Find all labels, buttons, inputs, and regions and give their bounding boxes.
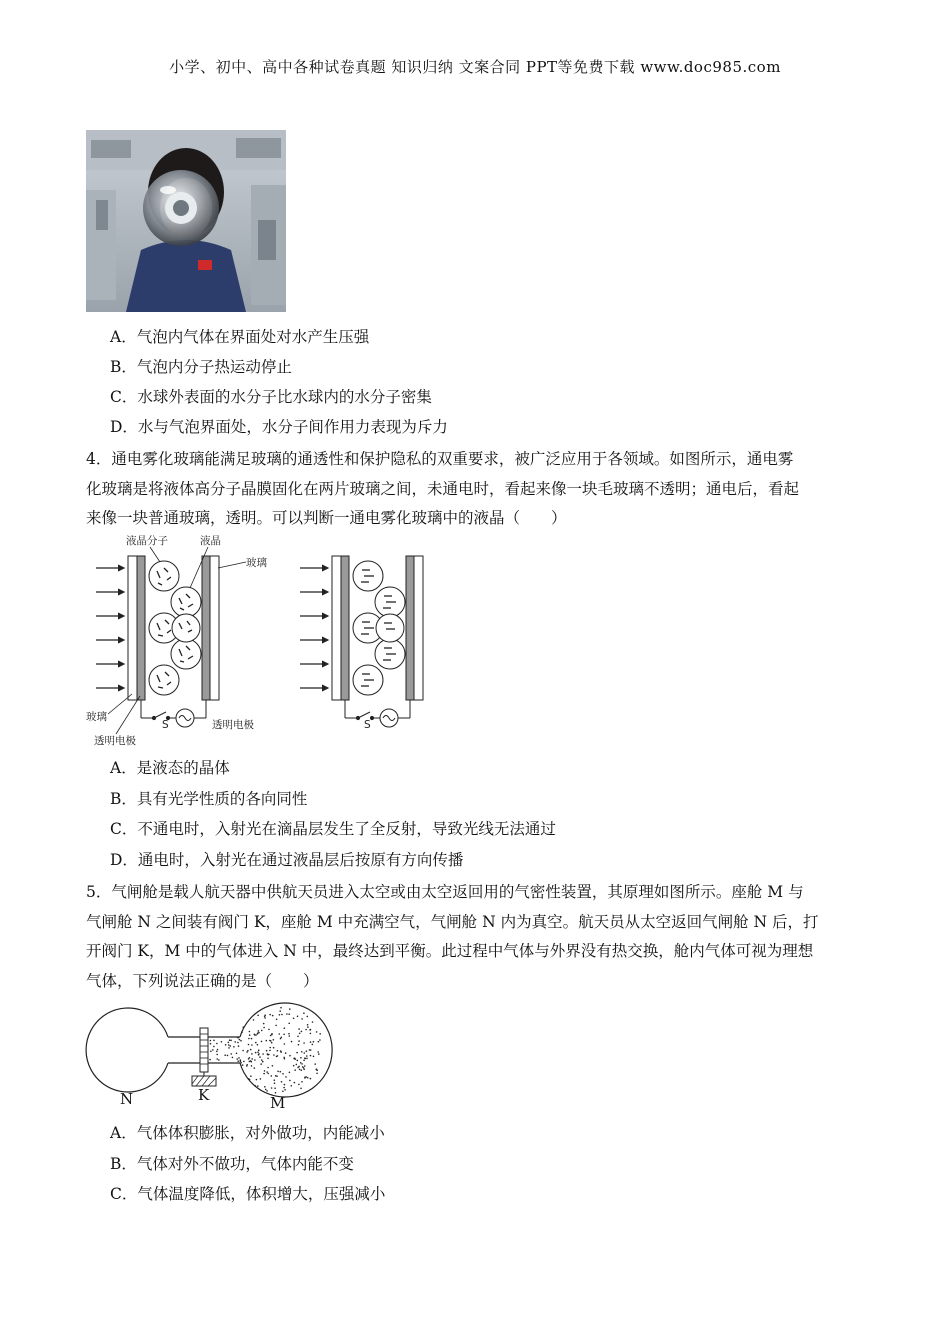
gas-particle <box>317 1051 319 1053</box>
gas-particle <box>303 1042 305 1044</box>
gas-particle <box>264 1017 266 1019</box>
gas-particle <box>249 1079 251 1081</box>
chamber-m-label: M <box>270 1094 286 1112</box>
gas-particle <box>294 1082 296 1084</box>
gas-particle <box>217 1049 219 1051</box>
gas-particle <box>248 1038 250 1040</box>
gas-particle <box>237 1037 239 1039</box>
gas-particle <box>266 1071 268 1073</box>
gas-particle <box>271 1087 273 1089</box>
gas-particle <box>269 1014 271 1016</box>
gas-particle <box>289 1072 291 1074</box>
gas-particle <box>254 1067 256 1069</box>
gas-particle <box>301 1018 303 1020</box>
page-header: 小学、初中、高中各种试卷真题 知识归纳 文案合同 PPT等免费下载 www.doc985.com <box>169 58 781 76</box>
gas-particle <box>238 1057 240 1059</box>
glass-label-right: 玻璃 <box>246 557 267 569</box>
liquid-crystal-glass-diagram <box>78 528 458 750</box>
gas-particle <box>225 1044 227 1046</box>
gas-particle <box>240 1059 242 1061</box>
valve-k-label: K <box>198 1086 210 1104</box>
gas-particle <box>254 1085 256 1087</box>
gas-particle <box>271 1042 273 1044</box>
gas-particle <box>240 1040 242 1042</box>
switch-label-right: S <box>364 719 371 731</box>
gas-particle <box>288 1023 290 1025</box>
gas-particle <box>242 1064 244 1066</box>
gas-particle <box>237 1042 239 1044</box>
gas-particle <box>263 1027 265 1029</box>
gas-particle <box>255 1052 257 1054</box>
gas-particle <box>300 1062 302 1064</box>
q3-option-d: D．水与气泡界面处，水分子间作用力表现为斥力 <box>110 418 448 436</box>
q4-option-a: A．是液态的晶体 <box>110 759 230 777</box>
gas-particle <box>303 1069 305 1071</box>
gas-particle <box>286 1013 288 1015</box>
gas-particle <box>249 1034 251 1036</box>
q3-option-a: A．气泡内气体在界面处对水产生压强 <box>110 328 370 346</box>
gas-particle <box>312 1044 314 1046</box>
q4-option-c: C．不通电时，入射光在滴晶层发生了全反射，导致光线无法通过 <box>110 820 556 838</box>
gas-particle <box>229 1039 231 1041</box>
gas-particle <box>300 1088 302 1090</box>
q5-stem-line-2: 气闸舱 N 之间装有阀门 K，座舱 M 中充满空气，气闸舱 N 内为真空。航天员从太空返回气闸舱 N 后，打 <box>86 913 819 931</box>
gas-particle <box>300 1057 302 1059</box>
gas-particle <box>289 1080 291 1082</box>
gas-particle <box>288 1033 290 1035</box>
gas-particle <box>258 1054 260 1056</box>
gas-particle <box>240 1062 242 1064</box>
gas-particle <box>247 1050 249 1052</box>
gas-particle <box>298 1066 300 1068</box>
gas-particle <box>227 1055 229 1057</box>
gas-particle <box>246 1065 248 1067</box>
gas-particle <box>296 1064 298 1066</box>
gas-particle <box>224 1054 226 1056</box>
gas-particle <box>281 1081 283 1083</box>
gas-particle <box>289 1055 291 1057</box>
q4-option-d: D．通电时，入射光在通过液晶层后按原有方向传播 <box>110 851 464 869</box>
gas-particle <box>298 1040 300 1042</box>
gas-particle <box>294 1069 296 1071</box>
gas-particle <box>310 1041 312 1043</box>
gas-particle <box>310 1055 312 1057</box>
gas-particle <box>318 1041 320 1043</box>
gas-particle <box>258 1032 260 1034</box>
gas-particle <box>230 1053 232 1055</box>
gas-particle <box>283 1087 285 1089</box>
gas-particle <box>298 1028 300 1030</box>
gas-particle <box>271 1033 273 1035</box>
gas-particle <box>280 1007 282 1009</box>
gas-particle <box>281 1014 283 1016</box>
gas-particle <box>319 1039 321 1041</box>
gas-particle <box>261 1041 263 1043</box>
gas-particle <box>255 1042 257 1044</box>
gas-particle <box>283 1034 285 1036</box>
gas-particle <box>249 1057 251 1059</box>
gas-particle <box>276 1019 278 1021</box>
gas-particle <box>236 1053 238 1055</box>
q4-stem-line-2: 化玻璃是将液体高分子晶膜固化在两片玻璃之间，未通电时，看起来像一块毛玻璃不透明；通电后，看起 <box>86 480 800 498</box>
gas-particle <box>228 1042 230 1044</box>
gas-particle <box>272 1015 274 1017</box>
gas-particle <box>268 1073 270 1075</box>
gas-particle <box>279 1033 281 1035</box>
gas-particle <box>312 1021 314 1023</box>
gas-particle <box>291 1085 293 1087</box>
gas-particle <box>238 1045 240 1047</box>
gas-particle <box>250 1075 252 1077</box>
gas-particle <box>236 1058 238 1060</box>
gas-particle <box>257 1085 259 1087</box>
gas-particle <box>306 1050 308 1052</box>
electrode-label-left: 透明电极 <box>94 735 136 747</box>
gas-particle <box>212 1049 214 1051</box>
gas-particle <box>289 1008 291 1010</box>
gas-particle <box>313 1056 315 1058</box>
gas-particle <box>216 1043 218 1045</box>
gas-particle <box>285 1076 287 1078</box>
gas-particle <box>289 1035 291 1037</box>
gas-particle <box>313 1041 315 1043</box>
gas-particle <box>303 1067 305 1069</box>
gas-particle <box>232 1057 234 1059</box>
astronaut-water-ball-photo <box>86 130 286 312</box>
gas-particle <box>288 1013 290 1015</box>
gas-particle <box>242 1050 244 1052</box>
gas-particle <box>307 1024 309 1026</box>
gas-particle <box>218 1059 220 1061</box>
gas-particle <box>306 1055 308 1057</box>
gas-particle <box>273 1039 275 1041</box>
q5-stem-line-4: 气体，下列说法正确的是（ ） <box>86 972 319 990</box>
gas-particle <box>310 1078 312 1080</box>
gas-particle <box>305 1029 307 1031</box>
q5-option-b: B．气体对外不做功，气体内能不变 <box>110 1155 354 1173</box>
gas-particle <box>241 1031 243 1033</box>
gas-particle <box>263 1073 265 1075</box>
gas-particle <box>277 1071 279 1073</box>
q3-option-b: B．气泡内分子热运动停止 <box>110 358 292 376</box>
gas-particle <box>269 1050 271 1052</box>
q5-option-a: A．气体体积膨胀，对外做功，内能减小 <box>110 1124 385 1142</box>
electrode-label-right: 透明电极 <box>212 719 254 731</box>
gas-particle <box>316 1073 318 1075</box>
gas-particle <box>301 1069 303 1071</box>
gas-particle <box>281 1037 283 1039</box>
gas-particle <box>254 1059 256 1061</box>
gas-particle <box>266 1090 268 1092</box>
gas-particle <box>213 1040 215 1042</box>
gas-particle <box>210 1051 212 1053</box>
gas-particle <box>283 1057 285 1059</box>
gas-particle <box>316 1031 318 1033</box>
gas-particle <box>239 1039 241 1041</box>
gas-particle <box>297 1016 299 1018</box>
gas-particle <box>275 1075 277 1077</box>
q3-option-c: C．水球外表面的水分子比水球内的水分子密集 <box>110 388 432 406</box>
gas-particle <box>296 1052 298 1054</box>
gas-particle <box>254 1034 256 1036</box>
gas-particle <box>251 1061 253 1063</box>
q4-option-b: B．具有光学性质的各向同性 <box>110 790 308 808</box>
gas-particle <box>304 1052 306 1054</box>
gas-particle <box>251 1044 253 1046</box>
gas-particle <box>267 1067 269 1069</box>
gas-particle <box>307 1077 309 1079</box>
gas-particle <box>249 1031 251 1033</box>
gas-particle <box>282 1073 284 1075</box>
diagram-right-on-state <box>300 556 423 731</box>
gas-particle <box>303 1060 305 1062</box>
airlock-diagram <box>82 1000 342 1112</box>
gas-particle <box>276 1056 278 1058</box>
gas-particle <box>257 1033 259 1035</box>
gas-particle <box>279 1014 281 1016</box>
gas-particle <box>228 1047 230 1049</box>
gas-particle <box>264 1016 266 1018</box>
q4-stem-line-1: 4．通电雾化玻璃能满足玻璃的通透性和保护隐私的双重要求，被广泛应用于各领域。如图所示，通电雾 <box>86 450 794 468</box>
gas-particle <box>304 1065 306 1067</box>
gas-particle <box>298 1044 300 1046</box>
gas-particle <box>319 1033 321 1035</box>
gas-particle <box>243 1026 245 1028</box>
gas-particle <box>264 1086 266 1088</box>
gas-particle <box>210 1040 212 1042</box>
gas-particle <box>304 1057 306 1059</box>
gas-particle <box>260 1063 262 1065</box>
q5-stem-line-1: 5．气闸舱是载人航天器中供航天员进入太空或由太空返回用的气密性装置，其原理如图所示。座舱 M 与 <box>86 883 804 901</box>
gas-particle <box>267 1058 269 1060</box>
gas-particle <box>284 1084 286 1086</box>
lc-label: 液晶 <box>200 535 221 547</box>
gas-particle <box>274 1079 276 1081</box>
gas-particle <box>316 1068 318 1070</box>
switch-label-left: S <box>162 719 169 731</box>
gas-particle <box>303 1012 305 1014</box>
gas-particle <box>234 1041 236 1043</box>
lc-molecule-label: 液晶分子 <box>126 535 168 547</box>
gas-particle <box>216 1054 218 1056</box>
gas-particle <box>261 1030 263 1032</box>
gas-particle <box>262 1061 264 1063</box>
gas-particle <box>216 1051 218 1053</box>
gas-particle <box>304 1077 306 1079</box>
gas-particle <box>216 1058 218 1060</box>
gas-particle <box>273 1054 275 1056</box>
gas-particle <box>310 1029 312 1031</box>
gas-particle <box>256 1079 258 1081</box>
gas-particle <box>251 1038 253 1040</box>
gas-particle <box>210 1043 212 1045</box>
gas-particle <box>264 1070 266 1072</box>
gas-particle <box>282 1091 284 1093</box>
gas-particle <box>284 1058 286 1060</box>
gas-particle <box>291 1041 293 1043</box>
gas-particle <box>257 1044 259 1046</box>
gas-particle <box>284 1027 286 1029</box>
gas-particle <box>266 1050 268 1052</box>
gas-particle <box>271 1075 273 1077</box>
gas-particle <box>299 1069 301 1071</box>
gas-particle <box>301 1051 303 1053</box>
gas-particle <box>314 1063 316 1065</box>
gas-particle <box>270 1035 272 1037</box>
gas-particle <box>269 1040 271 1042</box>
gas-particle <box>301 1081 303 1083</box>
gas-particle <box>273 1047 275 1049</box>
gas-particle <box>285 1052 287 1054</box>
gas-particle <box>293 1018 295 1020</box>
gas-particle <box>310 1033 312 1035</box>
gas-particle <box>259 1056 261 1058</box>
gas-particle <box>306 1058 308 1060</box>
q5-stem-line-3: 开阀门 K，M 中的气体进入 N 中，最终达到平衡。此过程中气体与外界没有热交换，舱内气体可视为理想 <box>86 942 814 960</box>
gas-particle <box>297 1060 299 1062</box>
gas-particle <box>307 1016 309 1018</box>
gas-particle <box>261 1059 263 1061</box>
gas-particle <box>250 1049 252 1051</box>
gas-particle <box>272 1065 274 1067</box>
chamber-n-label: N <box>120 1090 134 1108</box>
gas-particle <box>318 1053 320 1055</box>
gas-particle <box>249 1061 251 1063</box>
gas-particle <box>279 1010 281 1012</box>
gas-particle <box>301 1031 303 1033</box>
gas-particle <box>251 1058 253 1060</box>
gas-particle <box>266 1040 268 1042</box>
gas-particle <box>233 1046 235 1048</box>
gas-particle <box>265 1089 267 1091</box>
gas-particle <box>237 1060 239 1062</box>
gas-particle <box>297 1036 299 1038</box>
q5-option-c: C．气体温度降低，体积增大，压强减小 <box>110 1185 386 1203</box>
gas-particle <box>293 1065 295 1067</box>
glass-label-left: 玻璃 <box>86 711 107 723</box>
gas-particle <box>274 1087 276 1089</box>
gas-particle <box>284 1043 286 1045</box>
gas-particle <box>294 1057 296 1059</box>
gas-particle <box>258 1030 260 1032</box>
gas-particle <box>269 1047 271 1049</box>
gas-particle <box>248 1044 250 1046</box>
gas-particle <box>298 1084 300 1086</box>
gas-particle <box>274 1082 276 1084</box>
gas-particle <box>209 1059 211 1061</box>
gas-particle <box>280 1071 282 1073</box>
gas-particle <box>221 1041 223 1043</box>
gas-particle <box>284 1089 286 1091</box>
gas-particle <box>228 1044 230 1046</box>
gas-particle <box>280 1051 282 1053</box>
gas-particle <box>257 1051 259 1053</box>
gas-particle <box>277 1050 279 1052</box>
gas-particle <box>301 1063 303 1065</box>
gas-particle <box>229 1045 231 1047</box>
gas-particle <box>263 1023 265 1025</box>
gas-particle <box>243 1061 245 1063</box>
gas-particle <box>251 1065 253 1067</box>
gas-particle <box>213 1046 215 1048</box>
gas-particle <box>299 1033 301 1035</box>
gas-particle <box>230 1040 232 1042</box>
gas-particle <box>275 1025 277 1027</box>
gas-particle <box>253 1019 255 1021</box>
gas-particle <box>251 1053 253 1055</box>
gas-particle <box>257 1015 259 1017</box>
diagram-left-off-state <box>86 534 267 747</box>
gas-particle <box>262 1053 264 1055</box>
q4-stem-line-3: 来像一块普通玻璃，透明。可以判断一通电雾化玻璃中的液晶（ ） <box>86 509 567 527</box>
gas-particle <box>258 1049 260 1051</box>
gas-particle <box>260 1078 262 1080</box>
gas-particle <box>267 1054 269 1056</box>
gas-particle <box>307 1026 309 1028</box>
gas-particle <box>268 1029 270 1031</box>
gas-particle <box>309 1049 311 1051</box>
